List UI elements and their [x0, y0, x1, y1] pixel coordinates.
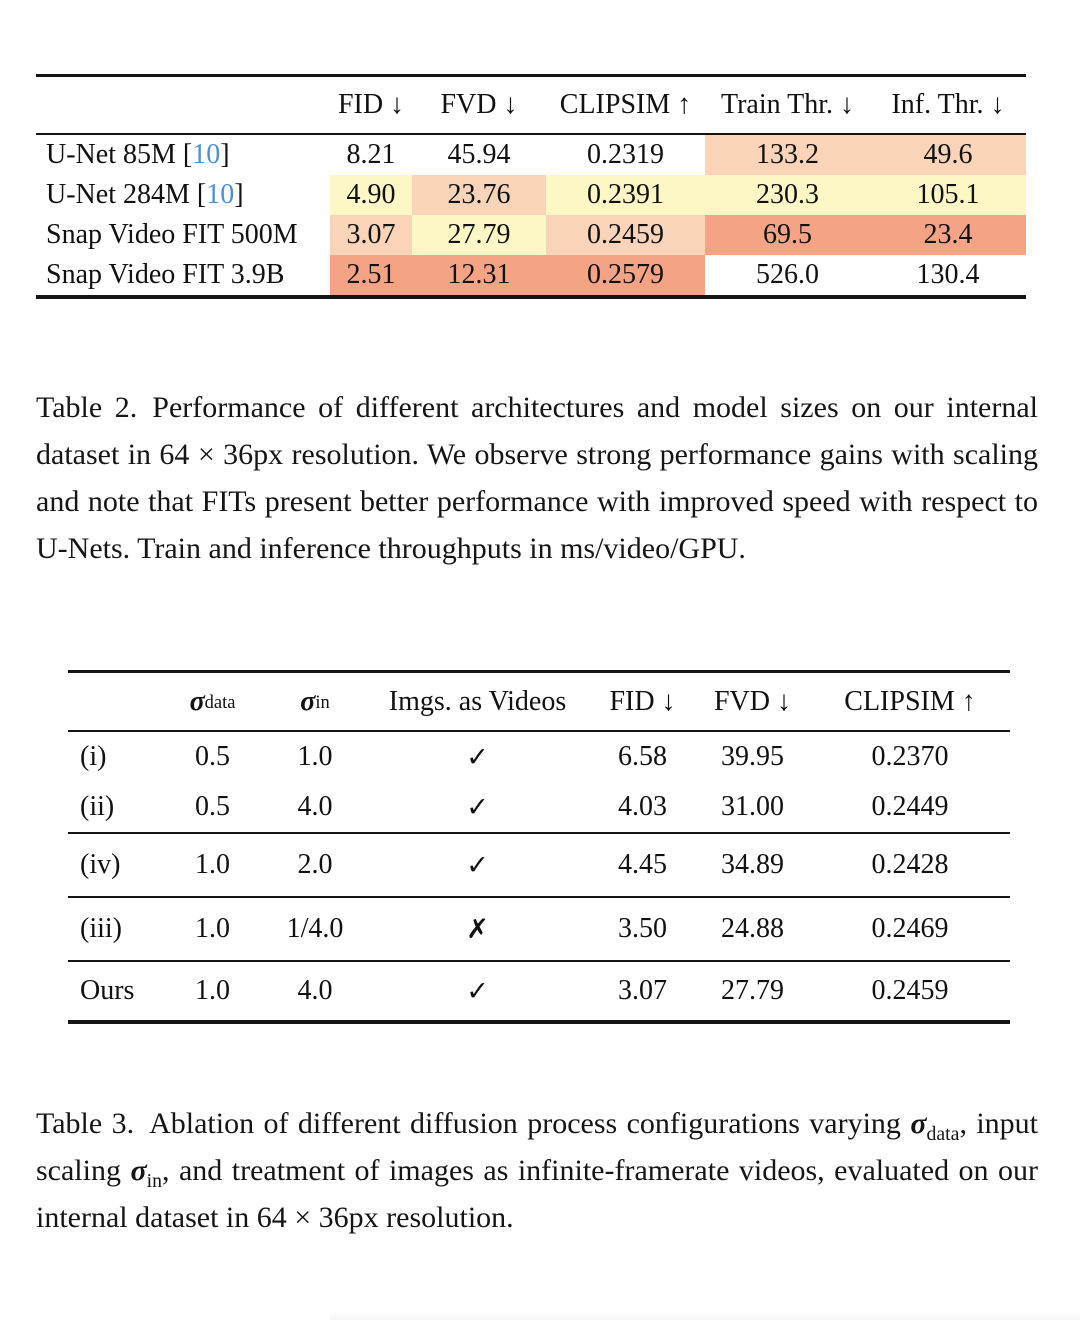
table-row-iv: [68, 834, 1010, 896]
column-header-train-throughput: Train Thr. ↓: [720, 89, 855, 120]
cell-clipsim: 0.2469: [871, 913, 949, 944]
table-row-snap-video-fit-3-9b: [36, 255, 1026, 295]
cell-fid: 3.50: [618, 913, 667, 944]
column-header-imgs-as-videos: Imgs. as Videos: [388, 685, 567, 717]
page-edge-artifact: [330, 1312, 1080, 1320]
cell-sigma-data: 0.5: [195, 741, 230, 772]
sigma-symbol: σ: [189, 685, 205, 717]
table-row-unet-85m: [36, 135, 1026, 175]
cell-fid: 3.07: [330, 215, 412, 255]
cell-clipsim: 0.2579: [546, 255, 705, 295]
table-3-ablation: [68, 670, 1010, 1024]
citation-link[interactable]: 10: [206, 179, 235, 210]
sigma-symbol: σ: [300, 685, 316, 717]
column-header-fvd: FVD ↓: [713, 685, 791, 717]
table-row-ii: [68, 782, 1010, 832]
cell-inference-throughput: 23.4: [870, 215, 1026, 255]
sigma-subscript: in: [146, 1170, 163, 1192]
row-label: [36, 135, 330, 175]
cell-sigma-data: 1.0: [195, 975, 230, 1006]
cell-train-throughput: 230.3: [705, 175, 870, 215]
column-header-sigma-data: σ data: [189, 685, 236, 717]
cell-fid: 8.21: [346, 139, 396, 170]
cell-fid: 4.45: [618, 849, 667, 880]
cross-icon: ✗: [466, 913, 489, 945]
column-header-config: [68, 673, 160, 730]
table-2-architectures: [36, 74, 1026, 299]
table-3-header-row: [68, 673, 1010, 732]
citation-bracket: ]: [234, 179, 244, 210]
sigma-symbol: σ: [130, 1154, 147, 1187]
cell-sigma-data: 1.0: [195, 913, 230, 944]
sigma-symbol: σ: [910, 1107, 927, 1140]
cell-inference-throughput: 49.6: [870, 135, 1026, 175]
cell-fvd: 34.89: [721, 849, 784, 880]
cell-fvd: 31.00: [721, 791, 784, 822]
row-label: (i): [80, 741, 107, 772]
cell-fid: 2.51: [330, 255, 412, 295]
cell-clipsim: 0.2319: [587, 139, 664, 170]
column-header-fvd: FVD ↓: [440, 89, 518, 120]
table-row-iii: [68, 898, 1010, 960]
citation-link[interactable]: 10: [192, 139, 221, 170]
table-row-snap-video-fit-500m: [36, 215, 1026, 255]
table-3-section-sigma-05: [68, 732, 1010, 834]
cell-sigma-in: 1.0: [297, 741, 333, 772]
column-header-fid: FID ↓: [337, 89, 405, 120]
cell-sigma-data: 0.5: [195, 791, 230, 822]
row-label: (ii): [80, 791, 115, 822]
cell-sigma-in: 4.0: [297, 791, 333, 822]
cell-sigma-in: 1/4.0: [286, 913, 344, 944]
table-row-ours: [68, 962, 1010, 1020]
column-header-clipsim: CLIPSIM ↑: [559, 89, 692, 120]
caption-text: , input scaling: [36, 1107, 1039, 1187]
sigma-subscript: data: [926, 1123, 960, 1145]
cell-sigma-data: 1.0: [195, 849, 230, 880]
row-label: (iii): [80, 913, 122, 944]
row-label: [36, 175, 330, 215]
table-2-header-row: [36, 77, 1026, 135]
column-header-clipsim: CLIPSIM ↑: [844, 685, 976, 717]
model-name: Snap Video FIT 500M: [46, 219, 298, 250]
citation-bracket: [: [182, 139, 193, 170]
table-3-section-ours: [68, 962, 1010, 1020]
cell-fvd: 27.79: [721, 975, 784, 1006]
row-label: (iv): [80, 849, 121, 880]
caption-text: Ablation of different diffusion process configurations varying: [149, 1107, 911, 1140]
row-label: [36, 255, 330, 295]
cell-train-throughput: 133.2: [705, 135, 870, 175]
cell-fvd: 24.88: [721, 913, 784, 944]
table-row-unet-284m: [36, 175, 1026, 215]
cell-inference-throughput: 130.4: [916, 259, 980, 290]
cell-fvd: 39.95: [721, 741, 784, 772]
row-label: Ours: [80, 975, 135, 1006]
cell-clipsim: 0.2459: [546, 215, 705, 255]
caption-label: Table 2.: [36, 391, 138, 424]
cell-inference-throughput: 105.1: [870, 175, 1026, 215]
cell-clipsim: 0.2449: [871, 791, 949, 822]
column-header-sigma-in: σ in: [300, 685, 330, 717]
citation-bracket: [: [196, 179, 207, 210]
table-3-caption: [36, 1100, 1038, 1241]
table-3-section-iii: [68, 898, 1010, 962]
caption-text: , and treatment of images as infinite-framerate videos, evaluated on our internal dataset in 64 × 36px resolution.: [36, 1154, 1038, 1234]
table-3-section-iv: [68, 834, 1010, 898]
model-name: U-Net 85M: [46, 139, 176, 170]
cell-fvd: 27.79: [412, 215, 546, 255]
table-row-i: [68, 732, 1010, 782]
cell-fid: 6.58: [618, 741, 667, 772]
cell-sigma-in: 2.0: [297, 849, 333, 880]
column-header-model: [36, 77, 330, 133]
cell-fid: 4.90: [330, 175, 412, 215]
row-label: [36, 215, 330, 255]
citation-bracket: ]: [220, 139, 230, 170]
cell-train-throughput: 526.0: [756, 259, 819, 290]
caption-text: Performance of different architectures and model sizes on our internal dataset in 64 × 36px resolution. We observe strong performance gains with scaling and note that FITs present better performance with improved speed with respect to U-Nets. Train and inference throughputs in ms/video/GPU.: [36, 391, 1038, 565]
check-icon: ✓: [466, 975, 489, 1007]
cell-fvd: 45.94: [447, 139, 511, 170]
caption-label: Table 3.: [36, 1107, 135, 1140]
table-2-caption: [36, 384, 1038, 572]
model-name: Snap Video FIT 3.9B: [46, 259, 285, 290]
check-icon: ✓: [466, 791, 489, 823]
cell-train-throughput: 69.5: [705, 215, 870, 255]
cell-fid: 4.03: [618, 791, 667, 822]
check-icon: ✓: [466, 741, 489, 773]
cell-sigma-in: 4.0: [297, 975, 333, 1006]
cell-fid: 3.07: [618, 975, 667, 1006]
cell-clipsim: 0.2428: [871, 849, 949, 880]
check-icon: ✓: [466, 849, 489, 881]
cell-fvd: 12.31: [412, 255, 546, 295]
column-header-inference-throughput: Inf. Thr. ↓: [891, 89, 1005, 120]
model-name: U-Net 284M: [46, 179, 190, 210]
cell-clipsim: 0.2370: [871, 741, 949, 772]
cell-fvd: 23.76: [412, 175, 546, 215]
column-header-fid: FID ↓: [609, 685, 676, 717]
cell-clipsim: 0.2391: [546, 175, 705, 215]
cell-clipsim: 0.2459: [871, 975, 949, 1006]
